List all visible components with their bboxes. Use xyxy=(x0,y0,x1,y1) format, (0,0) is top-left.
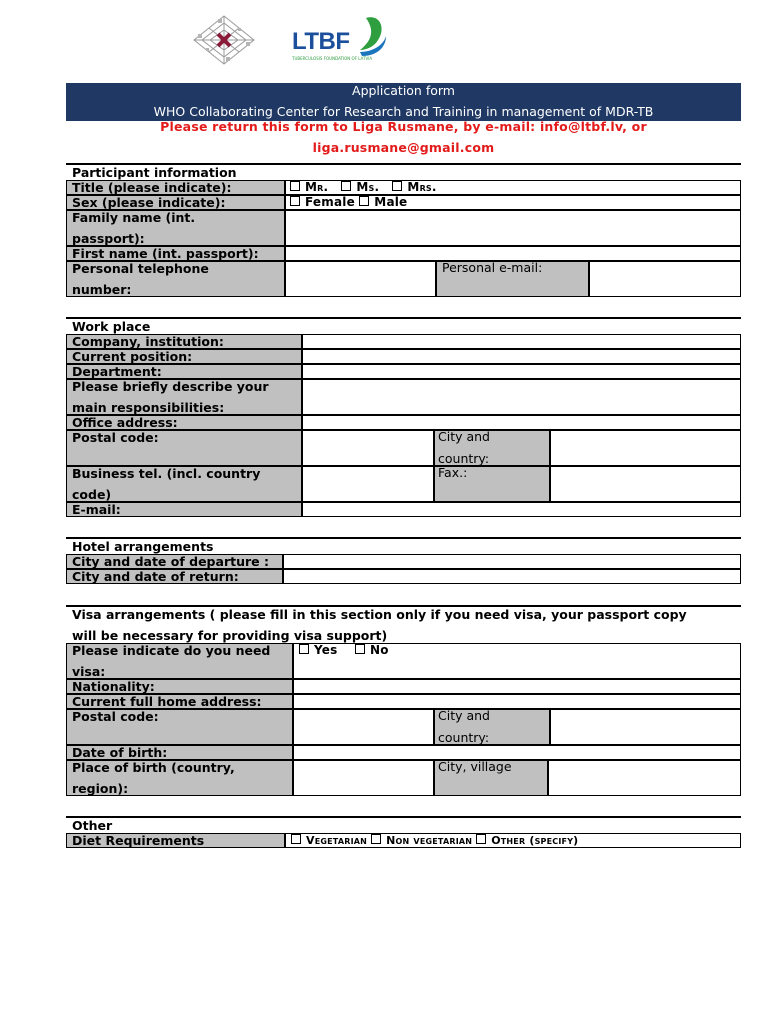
checkbox-icon xyxy=(290,196,300,206)
visa-section-title-1: Visa arrangements ( please fill in this section only if you need visa, your passport copy xyxy=(72,607,687,622)
diet-option-other[interactable]: Other (specify) xyxy=(476,834,578,847)
city-village-label: City, village xyxy=(438,759,512,774)
home-address-label: Current full home address: xyxy=(72,694,262,709)
sex-option-female[interactable]: Female xyxy=(290,195,355,209)
return-prefix-text: Please return this form to Liga Rusmane, by e-mail: xyxy=(160,119,540,134)
telephone-label-1: Personal telephone xyxy=(72,261,209,276)
position-input[interactable] xyxy=(302,349,741,364)
checkbox-icon xyxy=(476,834,486,844)
visa-need-label-2: visa: xyxy=(72,664,106,679)
personal-email-input[interactable] xyxy=(589,261,741,297)
checkbox-icon xyxy=(392,181,402,191)
checkbox-icon xyxy=(371,834,381,844)
visa-postal-label: Postal code: xyxy=(72,709,159,724)
visa-city-input[interactable] xyxy=(550,709,741,745)
visa-city-label-1: City and xyxy=(438,708,490,723)
department-label: Department: xyxy=(72,364,162,379)
responsibilities-label-1: Please briefly describe your xyxy=(72,379,269,394)
nationality-input[interactable] xyxy=(293,679,741,694)
family-name-label-1: Family name (int. xyxy=(72,210,196,225)
pob-label-1: Place of birth (country, xyxy=(72,760,235,775)
work-city-label-2: country: xyxy=(438,451,490,466)
ltbf-logo-text: LTBF xyxy=(292,28,350,55)
form-subtitle: WHO Collaborating Center for Research and Training in management of MDR-TB xyxy=(153,104,654,119)
work-email-input[interactable] xyxy=(302,502,741,517)
visa-option-yes[interactable]: Yes xyxy=(299,643,337,657)
business-tel-input[interactable] xyxy=(302,466,434,502)
work-email-label: E-mail: xyxy=(72,502,121,517)
return-input[interactable] xyxy=(283,569,741,584)
checkbox-icon xyxy=(290,181,300,191)
diet-label: Diet Requirements xyxy=(72,833,205,848)
visa-postal-input[interactable] xyxy=(293,709,434,745)
responsibilities-input[interactable] xyxy=(302,379,741,415)
checkbox-icon xyxy=(341,181,351,191)
return-instruction xyxy=(66,119,741,135)
work-postal-input[interactable] xyxy=(302,430,434,466)
responsibilities-label-2: main responsibilities: xyxy=(72,400,225,415)
title-option-mrs[interactable]: Mrs. xyxy=(392,180,436,194)
work-postal-label: Postal code: xyxy=(72,430,159,445)
fax-input[interactable] xyxy=(550,466,741,502)
dob-label: Date of birth: xyxy=(72,745,168,760)
office-address-input[interactable] xyxy=(302,415,741,430)
company-label: Company, institution: xyxy=(72,334,224,349)
checkbox-icon xyxy=(299,644,309,654)
diet-options xyxy=(291,833,578,848)
email-line-2 xyxy=(66,140,741,156)
sex-option-male[interactable]: Male xyxy=(359,195,407,209)
fax-label: Fax.: xyxy=(438,465,468,480)
form-title: Application form xyxy=(352,83,455,98)
position-label: Current position: xyxy=(72,349,193,364)
business-tel-label-1: Business tel. (incl. country xyxy=(72,466,261,481)
other-divider xyxy=(66,816,741,818)
checkbox-icon xyxy=(291,834,301,844)
title-options xyxy=(290,180,437,195)
visa-need-options xyxy=(299,643,389,658)
work-city-label-1: City and xyxy=(438,429,490,444)
city-village-input[interactable] xyxy=(548,760,741,796)
ltbf-logo-tagline: TUBERCULOSIS FOUNDATION OF LATVIA xyxy=(292,56,373,61)
email-link-gmail[interactable]: liga.rusmane@gmail.com xyxy=(312,140,495,155)
work-section-title: Work place xyxy=(72,319,151,334)
sex-label: Sex (please indicate): xyxy=(72,195,226,210)
checkbox-icon xyxy=(359,196,369,206)
visa-city-label-2: country: xyxy=(438,730,490,745)
personal-email-label: Personal e-mail: xyxy=(442,260,543,275)
checkbox-icon xyxy=(355,644,365,654)
return-mid-text: , or xyxy=(622,119,647,134)
ltbf-logo xyxy=(290,14,390,66)
pob-input[interactable] xyxy=(293,760,434,796)
diet-option-non-vegetarian[interactable]: Non vegetarian xyxy=(371,834,472,847)
email-link-info[interactable]: info@ltbf.lv xyxy=(539,119,623,134)
telephone-input[interactable] xyxy=(285,261,436,297)
departure-input[interactable] xyxy=(283,554,741,569)
first-name-label: First name (int. passport): xyxy=(72,246,259,261)
title-label: Title (please indicate): xyxy=(72,180,232,195)
dob-input[interactable] xyxy=(293,745,741,760)
company-input[interactable] xyxy=(302,334,741,349)
work-city-input[interactable] xyxy=(550,430,741,466)
nationality-label: Nationality: xyxy=(72,679,155,694)
telephone-label-2: number: xyxy=(72,282,132,297)
home-address-input[interactable] xyxy=(293,694,741,709)
business-tel-label-2: code) xyxy=(72,487,112,502)
seal-logo xyxy=(188,10,260,70)
visa-section-title-2: will be necessary for providing visa support) xyxy=(72,628,388,643)
department-input[interactable] xyxy=(302,364,741,379)
title-option-mr[interactable]: Mr. xyxy=(290,180,328,194)
family-name-input[interactable] xyxy=(285,210,741,246)
return-label: City and date of return: xyxy=(72,569,239,584)
visa-option-no[interactable]: No xyxy=(355,643,389,657)
departure-label: City and date of departure : xyxy=(72,554,269,569)
participant-section-title: Participant information xyxy=(72,165,237,180)
visa-need-label-1: Please indicate do you need xyxy=(72,643,271,658)
hotel-section-title: Hotel arrangements xyxy=(72,539,214,554)
pob-label-2: region): xyxy=(72,781,129,796)
office-address-label: Office address: xyxy=(72,415,178,430)
family-name-label-2: passport): xyxy=(72,231,145,246)
other-section-title: Other xyxy=(72,818,113,833)
sex-options xyxy=(290,195,407,210)
work-divider xyxy=(66,317,741,319)
diet-option-vegetarian[interactable]: Vegetarian xyxy=(291,834,367,847)
title-option-ms[interactable]: Ms. xyxy=(341,180,379,194)
